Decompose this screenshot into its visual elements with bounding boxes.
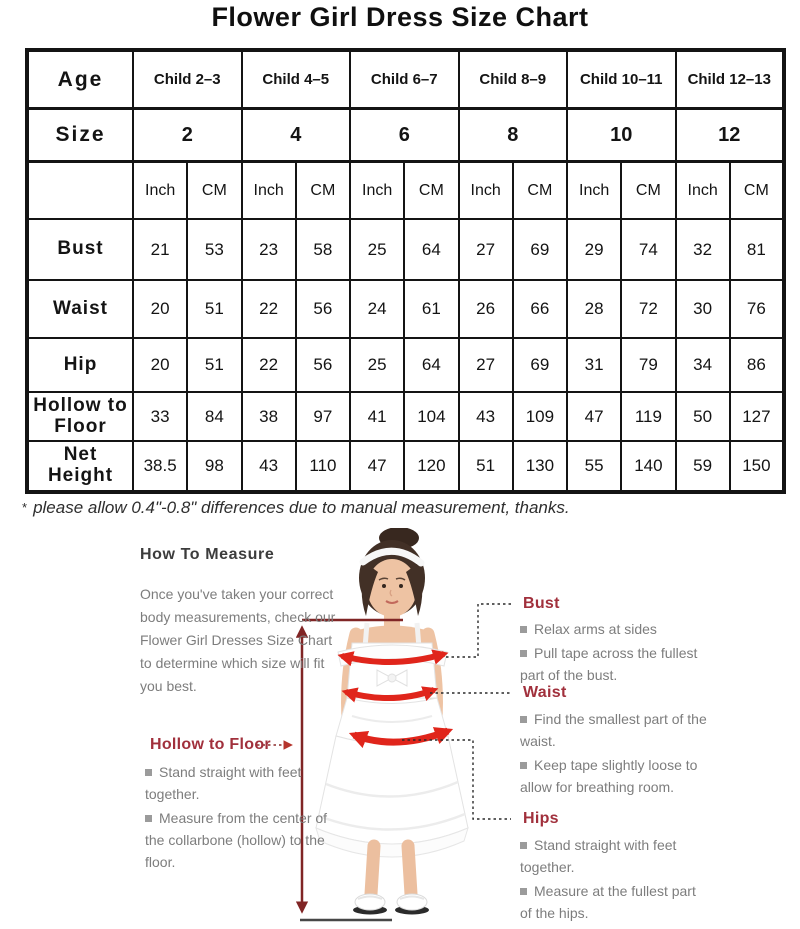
value-cell: 21 [133,219,187,280]
unit-header: Inch [567,162,621,220]
table-row-bust [27,219,784,280]
row-label: Net Height [27,441,133,492]
value-cell: 25 [350,219,404,280]
row-label: Hollow to Floor [27,392,133,441]
value-cell: 56 [296,338,350,392]
value-cell: 98 [187,441,241,492]
value-cell: 26 [459,280,513,338]
bullet-text: Stand straight with feet together. [520,837,677,875]
bullet-text: Relax arms at sides [534,621,657,637]
value-cell: 58 [296,219,350,280]
value-cell: 127 [730,392,784,441]
value-cell: 50 [676,392,730,441]
bullet-text: Find the smallest part of the waist. [520,711,707,749]
value-cell: 81 [730,219,784,280]
row-label: Hip [27,338,133,392]
table-row-net-height [27,441,784,492]
value-cell: 20 [133,338,187,392]
bullet-square-icon [520,626,527,633]
value-cell: 30 [676,280,730,338]
bust-instructions [520,618,708,688]
bullet-text: Measure from the center of the collarbone (hollow) to the floor. [145,810,328,870]
size-cell: 10 [567,109,676,162]
unit-header: CM [730,162,784,220]
list-item [520,754,708,798]
value-cell: 47 [567,392,621,441]
bullet-text: Keep tape slightly loose to allow for breathing room. [520,757,698,795]
list-item [520,708,708,752]
waist-heading: Waist [523,684,567,701]
value-cell: 25 [350,338,404,392]
bullet-square-icon [520,842,527,849]
value-cell: 110 [296,441,350,492]
size-chart-table [25,48,786,494]
value-cell: 41 [350,392,404,441]
empty-cell [27,162,133,220]
unit-header: Inch [242,162,296,220]
value-cell: 120 [404,441,458,492]
value-cell: 97 [296,392,350,441]
value-cell: 150 [730,441,784,492]
value-cell: 72 [621,280,675,338]
value-cell: 61 [404,280,458,338]
bullet-square-icon [520,650,527,657]
unit-header: Inch [350,162,404,220]
value-cell: 84 [187,392,241,441]
list-item [520,642,708,686]
unit-header: CM [187,162,241,220]
hollow-to-floor-heading: Hollow to Floor [150,736,271,753]
list-item [520,880,708,924]
age-group-cell: Child 4–5 [242,50,351,109]
value-cell: 22 [242,280,296,338]
page-title: Flower Girl Dress Size Chart [211,2,589,32]
value-cell: 29 [567,219,621,280]
unit-header: Inch [459,162,513,220]
value-cell: 119 [621,392,675,441]
bullet-text: Measure at the fullest part of the hips. [520,883,696,921]
value-cell: 23 [242,219,296,280]
value-cell: 66 [513,280,567,338]
value-cell: 27 [459,338,513,392]
list-item [145,761,335,805]
how-to-measure-heading: How To Measure [140,546,275,563]
size-cell: 4 [242,109,351,162]
table-row-hip [27,338,784,392]
bullet-square-icon [145,815,152,822]
bullet-text: Stand straight with feet together. [145,764,302,802]
value-cell: 69 [513,338,567,392]
waist-instructions [520,708,708,800]
value-cell: 43 [459,392,513,441]
unit-header: CM [621,162,675,220]
intro-text: Once you've taken your correct body measurements, check our Flower Girl Dresses Size Chart to determine which size will fit you best. [140,586,336,694]
table-row-waist [27,280,784,338]
value-cell: 64 [404,219,458,280]
value-cell: 130 [513,441,567,492]
bust-connector-line [446,604,511,657]
value-cell: 79 [621,338,675,392]
size-label: Size [27,109,133,162]
row-label: Bust [27,219,133,280]
bust-heading: Bust [523,595,560,612]
units-row [27,162,784,220]
size-cell: 2 [133,109,242,162]
measurement-note [22,498,570,518]
row-label: Waist [27,280,133,338]
size-cell: 8 [459,109,568,162]
list-item [145,807,335,873]
value-cell: 24 [350,280,404,338]
value-cell: 104 [404,392,458,441]
unit-header: CM [404,162,458,220]
age-group-cell: Child 2–3 [133,50,242,109]
hips-instructions [520,834,708,926]
value-cell: 20 [133,280,187,338]
value-cell: 53 [187,219,241,280]
value-cell: 33 [133,392,187,441]
value-cell: 27 [459,219,513,280]
list-item [520,834,708,878]
age-row [27,50,784,109]
value-cell: 51 [187,338,241,392]
size-cell: 6 [350,109,459,162]
age-group-cell: Child 12–13 [676,50,785,109]
unit-header: CM [513,162,567,220]
value-cell: 64 [404,338,458,392]
list-item [520,618,708,640]
value-cell: 76 [730,280,784,338]
value-cell: 47 [350,441,404,492]
hollow-to-floor-instructions [145,761,335,875]
bullet-square-icon [520,888,527,895]
value-cell: 55 [567,441,621,492]
asterisk-icon: * [22,500,28,515]
value-cell: 56 [296,280,350,338]
unit-header: Inch [676,162,730,220]
table-row-hollow-to-floor [27,392,784,441]
value-cell: 38 [242,392,296,441]
value-cell: 140 [621,441,675,492]
value-cell: 109 [513,392,567,441]
value-cell: 74 [621,219,675,280]
unit-header: Inch [133,162,187,220]
value-cell: 59 [676,441,730,492]
value-cell: 31 [567,338,621,392]
bullet-square-icon [145,769,152,776]
size-row [27,109,784,162]
size-cell: 12 [676,109,785,162]
bullet-square-icon [520,716,527,723]
value-cell: 51 [459,441,513,492]
age-group-cell: Child 8–9 [459,50,568,109]
value-cell: 69 [513,219,567,280]
age-label: Age [27,50,133,109]
note-text: please allow 0.4"-0.8" differences due to manual measurement, thanks. [33,498,570,517]
bullet-text: Pull tape across the fullest part of the bust. [520,645,698,683]
value-cell: 86 [730,338,784,392]
unit-header: CM [296,162,350,220]
age-group-cell: Child 10–11 [567,50,676,109]
bullet-square-icon [520,762,527,769]
value-cell: 43 [242,441,296,492]
value-cell: 22 [242,338,296,392]
value-cell: 34 [676,338,730,392]
value-cell: 28 [567,280,621,338]
value-cell: 38.5 [133,441,187,492]
value-cell: 51 [187,280,241,338]
hips-heading: Hips [523,810,559,827]
age-group-cell: Child 6–7 [350,50,459,109]
how-to-measure-section [0,528,800,929]
value-cell: 32 [676,219,730,280]
